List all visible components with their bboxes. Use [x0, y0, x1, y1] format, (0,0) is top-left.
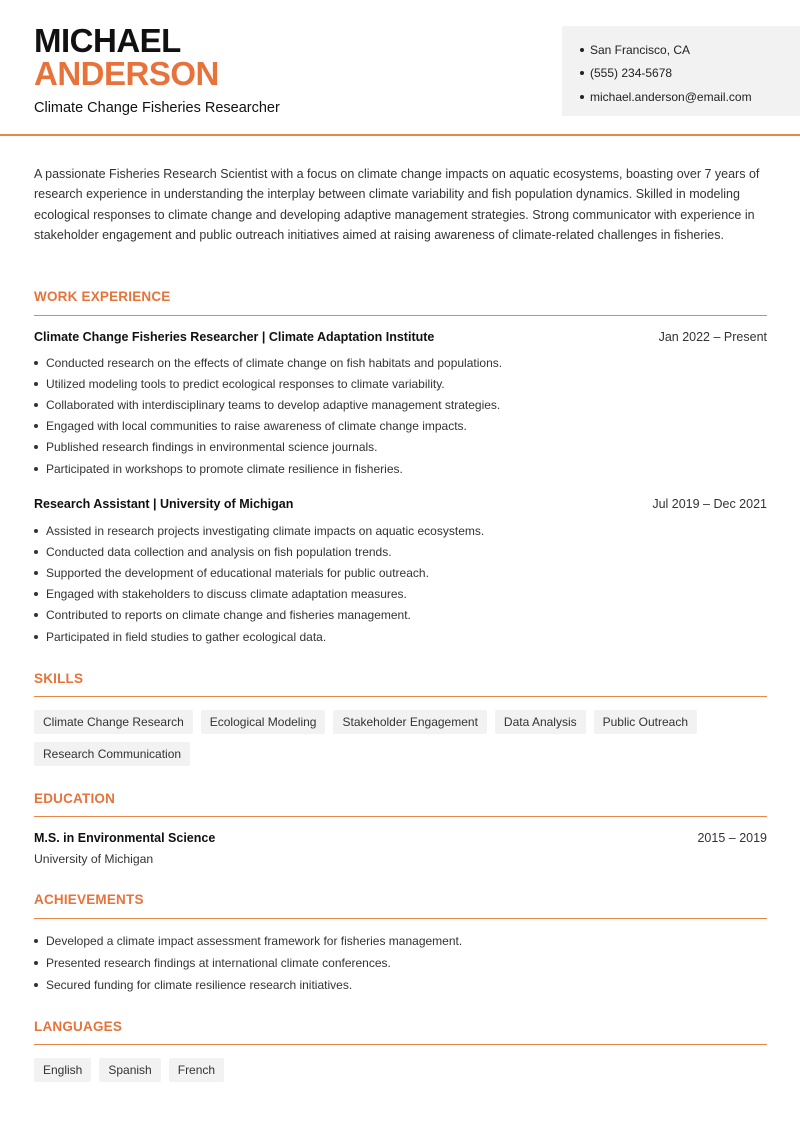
- achievements-list: [34, 930, 462, 996]
- job-title-2: Research Assistant | University of Michigan: [34, 497, 294, 511]
- bullet-icon: [34, 939, 38, 943]
- language-tag: English: [34, 1058, 91, 1082]
- bullet-icon: [34, 361, 38, 365]
- job-title: Climate Change Fisheries Researcher: [34, 100, 280, 116]
- section-divider: [34, 315, 767, 316]
- bullet-icon: [34, 571, 38, 575]
- language-tag: Spanish: [99, 1058, 160, 1082]
- bullet-icon: [34, 403, 38, 407]
- section-divider: [34, 918, 767, 919]
- bullet-icon: [34, 529, 38, 533]
- section-divider: [34, 696, 767, 697]
- list-item: [34, 930, 462, 952]
- location-text: San Francisco, CA: [590, 42, 691, 57]
- phone-text: (555) 234-5678: [590, 66, 673, 81]
- bullet-icon: [580, 95, 584, 99]
- section-divider: [34, 816, 767, 817]
- list-item: [34, 584, 484, 605]
- resume-header: [0, 0, 800, 136]
- bullet-text: Presented research findings at international climate conferences.: [46, 956, 391, 970]
- job-date-2: Jul 2019 – Dec 2021: [652, 497, 767, 511]
- bullet-text: Conducted data collection and analysis on fish population trends.: [46, 544, 392, 559]
- skill-tag: Stakeholder Engagement: [333, 710, 486, 734]
- bullet-icon: [34, 613, 38, 617]
- list-item: [34, 352, 502, 373]
- skills-list: [34, 710, 767, 766]
- contact-email: [580, 85, 800, 109]
- list-item: [34, 458, 502, 479]
- skill-tag: Public Outreach: [594, 710, 697, 734]
- list-item: [34, 394, 502, 415]
- school-name: University of Michigan: [34, 852, 154, 866]
- bullet-text: Published research findings in environmental science journals.: [46, 440, 378, 455]
- contact-box: [562, 26, 800, 116]
- skill-tag: Research Communication: [34, 742, 190, 766]
- bullet-icon: [34, 635, 38, 639]
- list-item: [34, 437, 502, 458]
- bullet-text: Engaged with local communities to raise awareness of climate change impacts.: [46, 419, 467, 434]
- bullet-icon: [34, 592, 38, 596]
- list-item: [34, 416, 502, 437]
- section-title-skills: SKILLS: [34, 671, 84, 686]
- education-date: 2015 – 2019: [697, 831, 767, 845]
- bullet-icon: [34, 961, 38, 965]
- job-header: [34, 497, 767, 511]
- contact-location: [580, 38, 800, 62]
- job-bullets-1: [34, 352, 502, 479]
- degree-title: M.S. in Environmental Science: [34, 831, 216, 845]
- bullet-text: Assisted in research projects investigating climate impacts on aquatic ecosystems.: [46, 523, 485, 538]
- job-bullets-2: [34, 520, 484, 647]
- bullet-text: Supported the development of educational materials for public outreach.: [46, 565, 429, 580]
- list-item: [34, 541, 484, 562]
- skill-tag: Data Analysis: [495, 710, 586, 734]
- job-title-1: Climate Change Fisheries Researcher | Climate Adaptation Institute: [34, 330, 435, 344]
- list-item: [34, 562, 484, 583]
- bullet-text: Conducted research on the effects of climate change on fish habitats and populations.: [46, 355, 503, 370]
- section-title-languages: LANGUAGES: [34, 1019, 123, 1034]
- skill-tag: Climate Change Research: [34, 710, 193, 734]
- languages-list: [34, 1058, 767, 1082]
- bullet-icon: [34, 445, 38, 449]
- bullet-text: Collaborated with interdisciplinary teams to develop adaptive management strategies.: [46, 397, 501, 412]
- job-header: [34, 330, 767, 344]
- contact-phone: [580, 62, 800, 86]
- bullet-icon: [580, 48, 584, 52]
- section-title-education: EDUCATION: [34, 791, 116, 806]
- bullet-text: Contributed to reports on climate change and fisheries management.: [46, 608, 411, 623]
- bullet-text: Secured funding for climate resilience research initiatives.: [46, 978, 353, 992]
- skill-tag: Ecological Modeling: [201, 710, 326, 734]
- list-item: [34, 520, 484, 541]
- section-title-achievements: ACHIEVEMENTS: [34, 892, 144, 907]
- summary-paragraph: A passionate Fisheries Research Scientist with a focus on climate change impacts on aquatic ecosystems, boasting over 7 years of research experience in understanding the interplay between climate variability and fish population dynamics. Skilled in modeling ecological responses to climate change and developing adaptive management strategies. Strong communicator with experience in stakeholder engagement and public outreach initiatives aimed at raising awareness of climate-related challenges in fisheries.: [34, 167, 760, 243]
- bullet-text: Participated in field studies to gather ecological data.: [46, 629, 327, 644]
- bullet-text: Utilized modeling tools to predict ecological responses to climate variability.: [46, 376, 445, 391]
- section-divider: [34, 1044, 767, 1045]
- list-item: [34, 626, 484, 647]
- education-header: [34, 831, 767, 845]
- bullet-icon: [34, 467, 38, 471]
- bullet-text: Participated in workshops to promote climate resilience in fisheries.: [46, 461, 403, 476]
- bullet-text: Developed a climate impact assessment framework for fisheries management.: [46, 934, 463, 948]
- bullet-icon: [34, 424, 38, 428]
- bullet-icon: [34, 382, 38, 386]
- section-title-work: WORK EXPERIENCE: [34, 289, 171, 304]
- last-name: ANDERSON: [34, 55, 219, 92]
- bullet-icon: [580, 71, 584, 75]
- list-item: [34, 605, 484, 626]
- language-tag: French: [169, 1058, 224, 1082]
- list-item: [34, 373, 502, 394]
- bullet-text: Engaged with stakeholders to discuss climate adaptation measures.: [46, 587, 407, 602]
- list-item: [34, 952, 462, 974]
- list-item: [34, 974, 462, 996]
- bullet-icon: [34, 550, 38, 554]
- first-name: MICHAEL: [34, 22, 181, 59]
- bullet-icon: [34, 983, 38, 987]
- job-date-1: Jan 2022 – Present: [658, 330, 767, 344]
- email-text: michael.anderson@email.com: [590, 89, 752, 104]
